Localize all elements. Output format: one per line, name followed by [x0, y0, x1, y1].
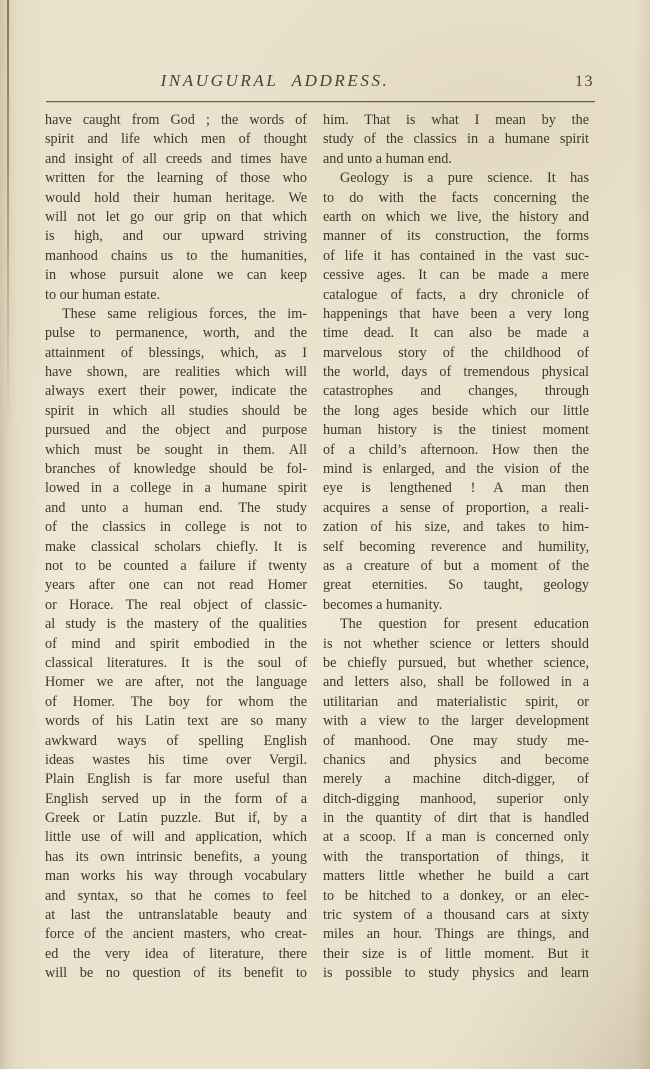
text-line: marvelous story of the childhood of	[323, 344, 589, 361]
text-line: awkward ways of spelling English	[45, 732, 307, 749]
text-line: have shown, are realities which will	[45, 364, 307, 381]
text-line: is not whether science or letters should	[323, 635, 589, 652]
text-line: in the quantity of dirt that is handled	[323, 810, 589, 827]
text-line: not to be counted a failure if twenty	[45, 557, 307, 574]
text-line: catalogue of facts, a dry chronicle of	[323, 286, 589, 303]
text-line: of the classics in college is not to	[45, 519, 307, 536]
text-line: time dead. It can also be made a	[323, 325, 589, 342]
text-line: lowed in a college in a humane spirit	[45, 480, 307, 497]
running-header-title: INAUGURAL ADDRESS.	[160, 71, 390, 90]
text-line: him. That is what I mean by the	[323, 112, 589, 128]
text-line: branches of knowledge should be fol-	[45, 461, 307, 478]
text-line: manhood chains us to the humanities,	[45, 247, 307, 264]
text-line: is possible to study physics and learn	[323, 965, 589, 982]
text-line: at last the untranslatable beauty and	[45, 907, 307, 924]
text-line: mind is enlarged, and the vision of the	[323, 461, 589, 478]
text-line: or Horace. The real object of classic-	[45, 596, 307, 613]
text-line: study of the classics in a humane spirit	[323, 131, 589, 148]
text-line: written for the learning of those who	[45, 170, 307, 187]
text-line: force of the ancient masters, who creat-	[45, 926, 307, 943]
text-line: zation of his size, and takes to him-	[323, 519, 589, 536]
text-line: self becoming reverence and humility,	[323, 538, 589, 555]
text-line: and letters also, shall be followed in a	[323, 674, 589, 691]
text-line: be chiefly pursued, but whether science,	[323, 654, 589, 671]
page-number: 13	[575, 73, 594, 90]
text-line: ideas wastes his time over Vergil.	[45, 751, 307, 768]
text-line: has its own intrinsic benefits, a young	[45, 848, 307, 865]
text-line: the world, days of tremendous physical	[323, 364, 589, 381]
text-line: happenings that have been a very long	[323, 305, 589, 322]
text-line: and unto a human end.	[323, 150, 452, 167]
text-line: These same religious forces, the im-	[62, 305, 307, 322]
text-block	[45, 111, 589, 984]
text-line: chanics and physics and become	[323, 751, 589, 768]
text-line: to our human estate.	[45, 286, 161, 303]
text-line: the long ages beside which our little	[323, 402, 589, 419]
text-line: of mind and spirit embodied in the	[45, 635, 307, 652]
text-line: of a child’s afternoon. How then the	[323, 441, 589, 458]
text-line: in whose pursuit alone we can keep	[45, 267, 307, 284]
text-line: catastrophes and changes, through	[323, 383, 589, 400]
text-line: classical literatures. It is the soul of	[45, 654, 307, 671]
left-column	[45, 111, 307, 984]
text-line: to do with the facts concerning the	[323, 189, 589, 206]
text-line: will be no question of its benefit to	[45, 965, 307, 982]
text-line: attainment of blessings, which, as I	[45, 344, 307, 361]
text-line: ed the very idea of literature, there	[45, 945, 307, 962]
text-line: and syntax, so that he comes to feel	[45, 887, 307, 904]
text-line: acquires a sense of proportion, a reali-	[323, 499, 589, 516]
text-line: have caught from God ; the words of	[45, 112, 307, 128]
text-line: will not let go our grip on that which	[45, 208, 307, 225]
text-line: would hold their human heritage. We	[45, 189, 307, 206]
text-line: The question for present education	[340, 616, 589, 633]
text-line: of manhood. One may study me-	[323, 732, 589, 749]
text-line: and insight of all creeds and times have	[45, 150, 307, 167]
text-line: pursued and the object and purpose	[45, 422, 307, 439]
text-line: years after one can not read Homer	[45, 577, 307, 594]
text-line: and unto a human end. The study	[45, 499, 307, 516]
text-line: eye is lengthened ! A man then	[323, 480, 589, 497]
text-line: Plain English is far more useful than	[45, 771, 307, 788]
text-line: man works his way through vocabulary	[45, 868, 307, 885]
text-line: English served up in the form of a	[45, 790, 307, 807]
text-line: which must be sought in them. All	[45, 441, 307, 458]
text-line: their size is of little moment. But it	[323, 945, 589, 962]
text-line: at a scoop. If a man is concerned only	[323, 829, 589, 846]
text-line: with the transportation of things, it	[323, 848, 589, 865]
text-line: great eternities. So taught, geology	[323, 577, 589, 594]
text-line: earth on which we live, the history and	[323, 208, 589, 225]
text-line: words of his Latin text are so many	[45, 713, 307, 730]
text-line: little use of will and application, which	[45, 829, 307, 846]
text-line: becomes a humanity.	[323, 596, 443, 613]
text-line: ditch-digging manhood, superior only	[323, 790, 589, 807]
header-rule	[46, 101, 595, 102]
page-binding-edge	[7, 0, 9, 430]
text-line: manner of its construction, the forms	[323, 228, 589, 245]
text-line: Greek or Latin puzzle. But if, by a	[45, 810, 307, 827]
text-line: of life it has contained in the vast suc-	[323, 247, 589, 264]
text-line: al study is the mastery of the qualities	[45, 616, 307, 633]
text-line: spirit and life which men of thought	[45, 131, 307, 148]
text-line: human history is the tiniest moment	[323, 422, 589, 439]
text-line: with a view to the larger development	[323, 713, 589, 730]
text-line: of Homer. The boy for whom the	[45, 693, 307, 710]
text-line: miles an hour. Things are things, and	[323, 926, 589, 943]
right-column	[323, 111, 589, 984]
text-line: spirit in which all studies should be	[45, 402, 307, 419]
text-line: matters little whether he build a cart	[323, 868, 589, 885]
text-line: as a creature of but a moment of the	[323, 557, 589, 574]
text-line: to be hitched to a donkey, or an elec-	[323, 887, 589, 904]
text-line: make classical scholars chiefly. It is	[45, 538, 307, 555]
text-line: cessive ages. It can be made a mere	[323, 267, 589, 284]
text-line: Homer we are after, not the language	[45, 674, 307, 691]
text-line: is high, and our upward striving	[45, 228, 307, 245]
text-line: merely a machine ditch-digger, of	[323, 771, 589, 788]
text-line: tric system of a thousand cars at sixty	[323, 907, 589, 924]
text-line: always exert their power, indicate the	[45, 383, 307, 400]
text-line: Geology is a pure science. It has	[340, 170, 589, 187]
text-line: pulse to permanence, worth, and the	[45, 325, 307, 342]
text-line: utilitarian and materialistic spirit, or	[323, 693, 589, 710]
